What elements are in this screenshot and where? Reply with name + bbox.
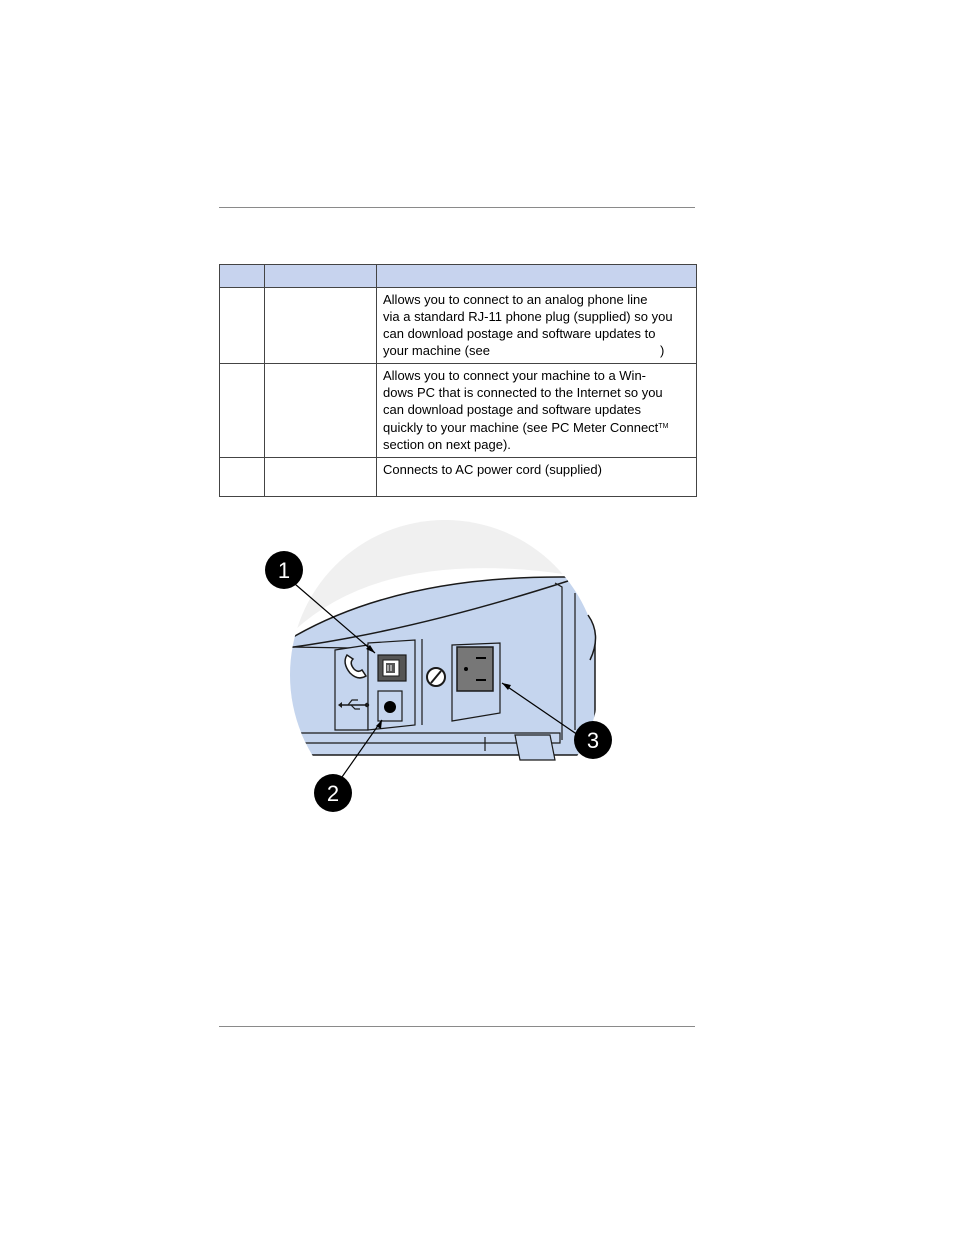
desc-line: can download postage and software updates [383,402,642,417]
svg-text:2: 2 [326,781,340,806]
phone-jack [378,655,406,681]
callout-1 [265,551,303,589]
desc-line [383,342,690,359]
machine-rear-panel-illustration [250,515,630,815]
callout-2 [314,774,352,812]
power-switch-icon [427,668,445,686]
svg-text:3: 3 [586,728,600,753]
desc-line: section on next page). [383,437,511,452]
svg-text:1: 1 [277,558,291,583]
desc-text: your machine (see [383,343,490,358]
header-description [377,265,697,288]
usb-port [378,691,402,721]
desc-line: can download postage and software updates to [383,326,656,341]
header-port [265,265,377,288]
desc-line: Allows you to connect to an analog phone line [383,292,648,307]
row-description [377,364,697,458]
desc-line [383,418,690,436]
table-header-row [220,265,697,288]
row-port-name [265,364,377,458]
callout-3 [574,721,612,759]
header-rule [219,207,695,208]
desc-text: quickly to your machine (see PC Meter Connect [383,420,659,435]
row-port-name [265,288,377,364]
table-row [220,458,697,497]
connection-ports-table [219,264,697,497]
footer-rule [219,1026,695,1027]
desc-line: Connects to AC power cord (supplied) [383,462,602,477]
row-description [377,458,697,497]
table-row [220,288,697,364]
trademark-mark: TM [658,423,669,430]
desc-line: Allows you to connect your machine to a Win- [383,368,647,383]
row-number [220,288,265,364]
header-number [220,265,265,288]
row-number [220,364,265,458]
row-port-name [265,458,377,497]
row-description [377,288,697,364]
desc-line: dows PC that is connected to the Internet so you [383,385,663,400]
rear-panel-svg [250,515,630,815]
row-number [220,458,265,497]
desc-line: via a standard RJ-11 phone plug (supplied) so you [383,309,673,324]
desc-text: ) [659,343,665,358]
ac-power-socket-icon [452,643,500,721]
table-row [220,364,697,458]
